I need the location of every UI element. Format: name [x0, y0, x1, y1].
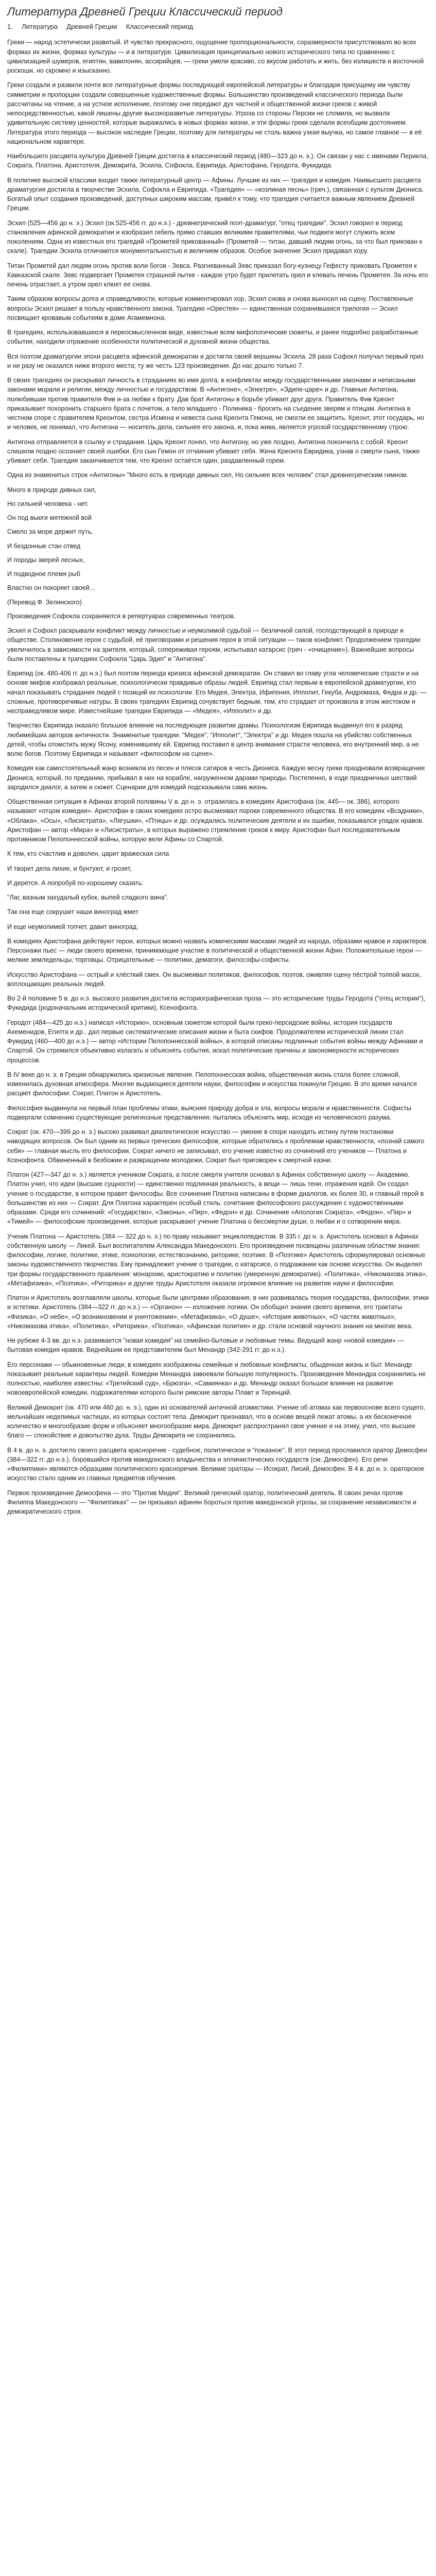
paragraph: Эсхил и Софокл раскрывали конфликт между личностью и неумолимой судьбой — безличной силой, господствующей в природе и обществе. Столкновение героя с судьбой, её приговорами и решения героя в этой ситуации — таков конфликт. Продолжением трагедии увеличилось в зависимости на зрителя, который, сопереживая героям, испытывал катарсис (греч - «очищение»). Важнейшие вопросы были поставлены в трагедиях Софокла "Царь Эдип" и "Антигона". [7, 627, 421, 663]
paragraph: Одна из знаменитых строк «Антигоны» "Много есть в природе дивных сил, Но сильнее всех человек" стал древнегреческим гимном. [7, 471, 409, 479]
paragraph: В трагедиях, использовавшихся в переосмысленном виде, известные всем мифологические сюжеты, и ранее подробно разработанные события, находили отражение особенности политической и духовной жизни общества. [7, 329, 418, 346]
paragraph: Геродот (484—425 до н.э.) написал «Историю», основным сюжетом которой были греко-персидские войны, история государств Ахеменидов, Египта и др.. дал первые систематические описания жизни и быта скифов. Продолжателем исторической линии стал Фукидид (460—400 до н.э.) — автор «Истории Пелопоннесской войны», в которой описаны подлинные события войны между Афинами и Спартой. Он стремился объективно излагать и объяснять события, искал политические причины и закономерности исторических процессов. [7, 1019, 423, 1064]
paragraph: К тем, кто счастлив и доволен, царит вражеская сила [7, 850, 169, 858]
paragraph: Творчество Еврипида оказало большое влияние на последующее развитие драмы. Психологизм Еврипида выдвинул его в разряд любимейших авторов античности. Знаменитые трагедии: "Медея", "Ипполит", "Электра" и др. Медея пошла на убийство собственных детей, чтобы отомстить мужу Ясону, изменившему ей. Еврипид поставил в центр внимания страсти человека, его внутренний мир, а не волю богов. Поэтому Еврипида и называют «философом на сцене». [7, 722, 419, 758]
verse-line: И подводное племя рыб [7, 570, 80, 578]
paragraph: В своих трагедиях он раскрывал личность в страданиях во имя долга, в конфликтах между государственными законами и неписаными законами морали и религии, между личностью и государством. В «Антигоне», «Электре», «Эдипе-царе» и др. Главные Антигона, полюбившая против правителя Фив и-за любви к брату. Дав брат Антигоны в борьбе убивает друг друга. Правитель Фив Креонт приказывает похоронить старшего брата с почетом, а тело младшего - Полиника - бросить на съедение зверям и птицам. Антигона в честном споре с правителем Креонтом, сестра Исмена и невеста сына Креонта Гемона, не смогли ее защитить. Креонт, этот государь, но и человек, не понимал, что Антигона — носитель дела, сильнее его закона, и, пока жива, является угрозой государственному строю. [7, 377, 424, 431]
paragraph: Искусство Аристофана — острый и хлёсткий смех. Он высмеивал политиков, философов, поэтов, оживляя сцену пёстрой толпой масок, воплощающих реальных людей. [7, 971, 421, 988]
paragraph: В комедиях Аристофана действуют герои, которых можно назвать комическими масками людей из народа, образами нравов и характеров. Персонажи пьес — люди своего времени, принимающие участие в политической и общественной жизни Афин. Положительные герои — мелкие земледельцы, торговцы. Отрицательные — политики, демагоги, философы-софисты. [7, 937, 428, 964]
article-body [7, 38, 429, 1516]
paragraph: Таким образом вопросы долга и справедливости, которые комментировал хор, Эсхил снова и снова выносил на сцену. Поставленные вопросы Эсхил решает в пользу нравственного закона. Трагедию «Орестея» — единственная сохранившаяся трилогия — Эсхил посвящает кровавым событиям в доме Агамемнона. [7, 295, 413, 321]
paragraph: Так она еще сокрушит наши виноград жмет [7, 908, 139, 916]
paragraph: И еще неумолимей топчет, давит виноград. [7, 923, 138, 930]
subtitle-part-2: Древней Греции [66, 23, 117, 31]
subtitle-part-1: Литература [22, 23, 58, 31]
verse-line: И бездонные стан отвед [7, 542, 81, 550]
verse-line: Властно он покоряет своей... [7, 584, 95, 592]
paragraph: Греки — народ эстетически развитый. И чувство прекрасного, ощущение пропорциональности, соразмерности присутствовало во всех формах их жизни, формах культуры — и в литературе. Цивилизация принципиально нового исторического типа по сравнению с цивилизацией шумеров, египтян, вавилонян, ассирийцев, — греки умели красиво, со вкусом работать и жить, без излишеств и восточной роскоши, но скромно и изысканно. [7, 39, 424, 75]
subtitle [7, 23, 429, 31]
paragraph: Комедия как самостоятельный жанр возникла из песен и плясок сатиров в честь Диониса. Каждую весну греки праздновали возвращение Диониса, который, по преданию, прибывал в них на корабле, нагруженном дарами природы. Постепенно, в ходе праздничных шествий зародился диалог, а затем и сюжет. Сценарии для комедий подсказывала сама жизнь. [7, 765, 425, 791]
paragraph: Ученик Платона — Аристотель (384 — 322 до н. э.) по праву называют энциклопедистом. В 335 г. до н. э. Аристотель основал в Афинах собственную школу — Ликей. Был воспитателем Александра Македонского. Его произведения посвящены различным областям знания: философии, логике, политике, этике, психологии, естествознанию, риторике, поэтике. В «Поэтике» Аристотель сформулировал основные законы художественного творчества. Ему принадлежит учение о трагедии, о катарсисе, о подражании как основе искусства. Он выделял три формы государственного правления: монархию, аристократию и политию (умеренную демократию). «Политика», «Никомахова этика», «Метафизика», «Поэтика», «Риторика» и другие труды Аристотеля оказали огромное влияние на развитие науки и философии. [7, 1232, 428, 1287]
paragraph: Общественная ситуация в Афинах второй половины V в. до н. э. отразилась в комедиях Аристофана (ок. 445— ок. 386), которого называют «отцом комедии». Аристофан в своих комедиях остро высмеивал пороки современного общества. В его комедиях «Всадники», «Облака», «Осы», «Лисистрата», «Лягушки», «Птицы» и др. осуждались политические деятели и их ошибки, показывался упадок нравов. Аристофан — автор «Мира» и «Лисистраты», в которых выражено стремление греков к миру. Аристофан был последовательным противником Пелопоннесской войны, которую вели Афины со Спартой. [7, 798, 424, 843]
paragraph: Платон и Аристотель возглавляли школы, которые были центрами образования, в них развивалась теория государства, философии, этики и эстетики. Аристотель (384—322 гг. до н.э.) — «Органон» — изложение логики. Он обобщил знания своего времени, его трактаты «Физика», «О небе», «О возникновении и уничтожении», «Метафизика», «О душе», «История животных», «О частях животных», «Никомахова этика», «Политика», «Риторика», «Поэтика», «Афинская полития» и др. стали основой научного знания на многие века. [7, 1294, 429, 1330]
verse-line: Он под вьюги мятежной вой [7, 514, 92, 522]
paragraph: Не рубеже 4-3 вв. до н.э. развивается "новая комедия" на семейно-бытовые и любовные темы. Ведущий жанр «новой комедии» — бытовая комедия нравов. Виднейшим ее представителем был Менандр (342-291 гг. до н.э.). [7, 1337, 404, 1354]
paragraph: "Лаг, вазным захудалый кубок, выпей сладкого вина". [7, 894, 169, 902]
page-title: Литература Древней Греции Классический период [7, 5, 283, 18]
paragraph: Эсхил (525—456 до н. э.) Эсхил (ок.525-456 гг. до н.э.) - древнегреческий поэт-драматург, "отец трагедии". Эсхил говорил в период становления афинской демократии и изобразил гибель прямо ставших великими правителями, чьи подвиги могут служить всем поколениям. Одна из известных его трагедий «Прометей прикованный» (Прометей — титан, давший людям огонь, за что был прикован к скале). Трагедии Эсхила отличаются монументальностью и величием образов. Особое значение Эсхил придавал хору. [7, 219, 423, 255]
paragraph: Произведения Софокла сохраняются в репертуарах современных театров. [7, 612, 236, 620]
paragraph: Платон (427—347 до н. э.) является учеником Сократа, а после смерти учителя основал в Афинах собственную школу — Академию. Платон учил, что идеи (высшие сущности) — единственно подлинная реальность, а вещи — лишь тени, отражения идей. Он создал учение о государстве, в котором правят философы. Все сочинения Платона написаны в форме диалогов, их более 30, и главный герой в большинстве из них — Сократ. Для Платона характерен особый стиль: сочетание философского рассуждения с художественными образами. Среди его сочинений: «Государство», «Законы», «Пир», «Федон» и др. Сочинение «Апология Сократа», «Федон», «Пир» и «Тимей» — философские произведения, которые раскрывают учение Платона о бессмертии души, о любви и о сотворении мира. [7, 1171, 424, 1226]
verse-line: Много в природе дивных сил, [7, 486, 96, 494]
paragraph: В политике высокой классики входит также литературный центр — Афины. Лучшие из них — трагедия и комедия. Наивысшего расцвета драматургия достигла в творчестве Эсхила, Софокла и Еврипида. «Трагедия» — «козлиная песнь» (греч.), связанная с культом Диониса. Богатый опыт создания произведений, доступных широким массам, привёл к тому, что трагедия считается важным явлением Древней Греции. [7, 176, 424, 212]
verse-line: Смело за море держит путь, [7, 528, 93, 536]
paragraph: Титан Прометей дал людям огонь против воли богов - Зевса. Разгневанный Зевс приказал богу-кузнецу Гефесту приковать Прометея к Кавказской скале. Зевс подвергает Прометея страшной пытке - каждое утро будет прилетать орел и клевать печень Прометея. За ночь его печень отрастает, а утром орел клюет ее снова. [7, 262, 428, 289]
paragraph: В 4 в. до н. э. достигло своего расцвета красноречие - судебное, политическое и "показное". В этот период прославился оратор Демосфен (384—322 гг. до н.э.), боровшийся против македонского владычества и эллинистических государств (см. Демосфен). Его речи «Филиппики» являются образцами политического красноречия. Великие ораторы — Исократ, Лисий, Демосфен. В 4 в. до н. э. ораторское искусство стало одним из главных предметов обучения. [7, 1446, 427, 1482]
paragraph: Его персонажи — обыкновенные люди, в комедиях изображены семейные и любовные конфликты, обыденная жизнь и быт. Менандр показывает реальные характеры людей. Комедии Менандра завоевали большую популярность. Произведения Менандра сохранились не полностью, наиболее известны: «Третейский суд», «Брюзга», «Самиянка» и др. Менандр оказал большое влияние на развитие новоевропейской комедии, подражателями которого были римские авторы Плавт и Теренций. [7, 1361, 426, 1397]
paragraph: Сократ (ок. 470—399 до н. э.) высоко развивал диалектическое искусство — умение в споре находить истину путем постановки наводящих вопросов. Он был одним из первых греческих философов, которые обратились к проблемам нравственности, «познай самого себя» — главная мысль его философии. Сократ ничего не записывал, его учение известно из сочинений его учеников — Платона и Ксенофонта. Обвиненный в безбожии и развращении молодежи, Сократ был приговорен к смертной казни. [7, 1128, 425, 1164]
paragraph: Во 2-й половине 5 в. до н.э. высокого развития достигла историографическая проза — это исторические труды Геродота ("отец истории"), Фукидида (родоначальник исторической критики), Ксенофонта. [7, 995, 426, 1012]
subtitle-number: 1. [7, 23, 13, 31]
paragraph: Наибольшего расцвета культура Древней Греции достигла в классический период (480—323 до н. э.). Он связан у нас с именами Перикла, Сократа, Платона, Аристотеля, Демокрита, Эсхила, Софокла, Еврипида, Аристофана, Геродота, Фукидида. [7, 152, 428, 170]
verse-line: (Перевод Ф. Зелинского) [7, 598, 82, 606]
paragraph: Великий Демокрит (ок. 470 или 460 до. н. э.), один из основателей античной атомистики. Учение об атомах как первооснове всего сущего, мельчайших неделимых частицах, из которых состоят тела. Демокрит признавал, что в основе вещей лежат атомы, а их бесконечное количество и многообразие форм и объясняет многообразие мира. Демокрит распространял свое учение и на этику, учил, что высшее благо — спокойствие и довольство духа. Труды Демокрита не сохранились. [7, 1403, 425, 1439]
verse-line: Но сильней человека - нет. [7, 500, 89, 507]
paragraph: И творит дела лихие, и бунтуют, и грозят, [7, 865, 132, 872]
paragraph: Вся поэтом драматургии эпохи расцвета афинской демократии и достигла своей вершины Эсхила. 28 раза Софокл получал первый приз и ни разу не оказался ниже второго места; ту же честь 123 произведения. До нас дошло только 7. [7, 352, 424, 369]
paragraph: И дерется. А попробуй по-хорошему сказать: [7, 879, 144, 887]
paragraph: Греки создали и развили почти все литературные формы последующей европейской литературы и благодаря присущему им чувству симметрии и пропорции создали совершенные художественные формы. Большинство произведений классического периода были рассчитаны на чтение, а на устное исполнение, поэтому они передают дух частной и общественной жизни греков с живой непосредственностью, какой лишены другие высокоразвитые литературы. Угроза со стороны Персии не сломила, но вызвала удивительную систему ценностей, которые выражались в новых формах жизни, и эти формы греки сделали всеобщим достоянием. Литература этого периода — высокое наследие Греции, поэтому для литературы не столь важна узкая выучка, но самое главное — в её национальном характере. [7, 81, 422, 145]
paragraph: Первое произведение Демосфена — это "Против Мидия". Великий греческий оратор, политический деятель. В своих речах против Филиппа Македонского — "Филиппиках" — он призывал афинян бороться против македонской угрозы, за сохранение независимости и демократического строя. [7, 1489, 416, 1516]
paragraph: В IV веке до н. э. в Греции обнаружились кризисные явления. Пелопоннесская война, общественная жизнь стала более сложной, изменилась духовная атмосфера. Многие выдающиеся деятели науки, философии и искусства покинули Грецию. В это время начался расцвет философии: Сократ, Платон и Аристотель. [7, 1071, 417, 1097]
subtitle-part-3: Классический период [126, 23, 193, 31]
paragraph: Философия выдвинула на первый план проблемы этики, выясняя природу добра и зла, вопросы морали и нравственности. Софисты подвергали сомнению существующие религиозные представления, пытались объяснить мир, исходя из человеческого разума. [7, 1104, 411, 1121]
verse-line: И породы зверей лесных, [7, 556, 85, 564]
paragraph: Антигона отправляется в ссылку и страдания. Царь Креонт понял, что Антигону, но уже поздно, Антигона покончила с собой. Креонт слишком поздно осознает своей ошибки. Его сын Гемон от отчаяния убивает себя. Жена Креонта Евридика, узнав о смерти сына, также убивает себя. Трагедия заканчивается тем, что Креонт остаётся один, раздавленный горем. [7, 438, 420, 465]
paragraph: Еврипид (ок. 480-406 гг. до н.э.) был поэтом периода кризиса афинской демократии. Он ставил во главу угла человеческие страсти и на основе мифов изображал реальные, психологически правдивые образы людей. Еврипид стал первым в европейской драматургии, кто начал показывать страдания людей с позиций их психологии. Его Медея, Электра, Ифигения, Ипполит, Гекуба, Андромаха, Федра и др. — сложные, противоречивые натуры. В своих трагедиях Еврипид сочувствует бедным, тем, кто страдает от произвола в этом жестоком и несправедливом мире. Известнейшие трагедии Еврипида — «Медея», «Ипполит» и др. [7, 670, 427, 715]
